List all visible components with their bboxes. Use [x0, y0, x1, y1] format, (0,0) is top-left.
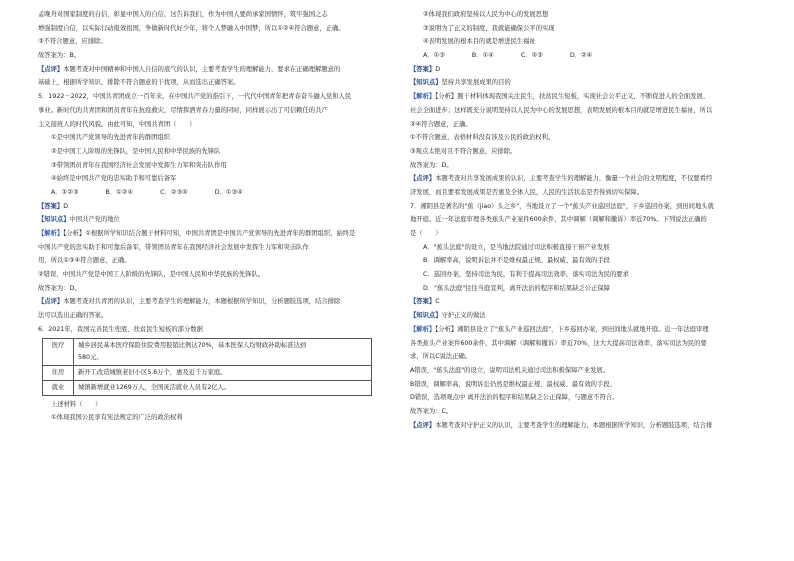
q5-option-2: ②是中国工人阶级的先锋队，是中国人民和中华民族的先锋队 [51, 147, 221, 155]
table-row [43, 380, 372, 395]
text-line: 故答案为：B。 [38, 52, 81, 60]
q5-option-3: ③带领团员青年在我国经济社会发展中发挥生力军和突击队作用 [51, 161, 227, 169]
text-line: ③不符合题意，应排除。 [38, 38, 107, 46]
choice-a: A．①②③ [51, 188, 79, 196]
analysis-line: 【解析】【分析】湘阴县设立了"蕉头产业巡回法庭"，下乡巡回办案，到田间地头就地开庭。近一年法庭审理 [410, 325, 709, 333]
text-line: D错误，选项观点中 离开法治的程序和结果缺乏公正保障，与题意不符合。 [410, 394, 619, 402]
text-line: 是（ ） [410, 230, 442, 237]
text-line: 法可以选出正确的答案。 [38, 312, 108, 320]
choice-a: A．①③ [423, 52, 445, 60]
analysis-line: 【解析】【分析】题干材料体现我国关注民生，扶贫民生短板，实现社会公平正义，不断促进人的全面发展、 [410, 93, 710, 101]
answer-value: C [435, 298, 440, 306]
text-line: ③观点太绝对且不符合题意，应排除。 [410, 147, 517, 155]
choice-c: C．②③④ [160, 188, 188, 196]
q5-option-4: ④始终是中国共产党的忠实助手和可靠后备军 [51, 175, 177, 183]
text-line: 故答案为：D。 [410, 161, 453, 169]
knowledge-tag: 【知识点】 [410, 79, 442, 87]
text-line: 主义接班人的时代风貌。由此可知，中国共青团（ ） [38, 120, 196, 128]
table-cell: 城镇新增就业1269万人，全国灵活就业人员有2亿人。 [74, 380, 372, 395]
q6-option-3: ③说明为了正义的制度，我就能确保公平的实现 [423, 24, 555, 32]
answer-line [410, 295, 766, 309]
choice-b: B．①②④ [105, 188, 134, 196]
q6-option-2: ②体现我们政府坚持以人民为中心的发展思想 [423, 11, 549, 18]
q5-option-1: ①是中国共产党领导的先进青年的群团组织 [51, 134, 170, 142]
knowledge-line: 【知识点】中国共产党的地位 [38, 216, 120, 224]
text-line: ②④符合题意，正确。 [410, 120, 472, 128]
text-line: 孟晚舟对国家制度的自信，彰显中国人的自信，这告诉我们，作为中国人要尚承家国情怀，筑牢强国之志 [38, 11, 328, 18]
table-row [43, 365, 372, 380]
table-cell: 城乡居民基本医疗保险住院费用报销比例达70%，基本医保人均财政补助标准达到 580元。 [74, 338, 372, 365]
q5-choices [38, 186, 386, 200]
q7-option-d: D．"蕉头法庭"往往当庭宣判，离开法治的程序和结果缺乏公正保障 [423, 284, 610, 292]
comment-tag: 【点评】 [38, 298, 64, 306]
question-6-stem: 6．2021年，我国完善民生兜底、扶贫民生短板的部分数据 [38, 325, 203, 333]
knowledge-line: 【知识点】守护正义的做法 [410, 312, 486, 320]
table-cell: 新开工改造城镇老旧小区5.6万个，惠及近千万家庭。 [74, 365, 372, 380]
q6-option-1: ①体现我国公民享有宪法规定的广泛的政治权利 [51, 414, 183, 422]
analysis-line: 【解析】【分析】①根据所学知识结合题干材料可知，中国共青团是中国共产党领导的先进青年的群团组织，始终是 [38, 230, 356, 237]
table-cell: 医疗 [43, 338, 74, 365]
table-row [43, 338, 372, 365]
knowledge-tag: 【知识点】 [410, 312, 442, 320]
answer-line [410, 63, 766, 77]
table-cell: 住房 [43, 365, 74, 380]
analysis-tag: 【解析】 [410, 93, 436, 101]
choice-d: D．①③④ [214, 188, 243, 196]
text-line: 中国共产党的忠实助手和可靠后备军，带领团员青年在我国经济社会发展中发挥生力军和突击队作 [38, 243, 309, 251]
text-line: 求，所以C说法正确。 [410, 353, 472, 361]
text-line: 事业。新时代的共青团和团员青年在抗疫救灾，尽情挥洒青春力量的同时，同样展示出了可信赖任的共产 [38, 106, 328, 114]
answer-line [38, 200, 386, 214]
comment-line: 【点评】本题考查对共青团的认识，主要考查学生的理解能力，本题根据所学知识，分析题肢选项，结合排除 [38, 298, 341, 306]
analysis-tag: 【解析】 [38, 230, 64, 237]
text-line: B错误，调解率高，说明诉讼仍然是维权最正规、最权威、最有效的手段。 [410, 380, 616, 388]
data-table [42, 338, 372, 396]
text-line: ①不符合题意，表格材料没有涉及公民的政治权利。 [410, 134, 555, 142]
q7-option-b: B．调解率高，说明诉讼并不是维权最正规、最权威、最有效的手段 [423, 257, 610, 265]
comment-line: 【点评】本题考查对中国精神和中国人自信的底气的认识，主要考查学生的理解能力，要求在正确理解题意的 [38, 65, 341, 73]
table-cell: 就业 [43, 380, 74, 395]
question-7-stem: 7．湘阴县是著名的"蕉（jiao）头之乡"，当地设立了一个"蕉头产业巡回法庭"，下乡巡回办案，到田间地头就 [410, 202, 714, 210]
knowledge-tag: 【知识点】 [38, 216, 70, 224]
comment-tag: 【点评】 [38, 65, 64, 73]
left-column [38, 8, 386, 425]
text-line: 社会全面进步；这样既充分说明坚持以人民为中心的发展思想，表明发展的根本目的就是增进民生福祉，所以 [410, 106, 713, 114]
comment-line: 【点评】本题考查对共享发展成果的认识，主要考查学生的理解能力，衡量一个社会的文明程度，不仅要看经 [410, 175, 713, 183]
text-line: 上述材料（ ） [51, 400, 102, 408]
text-line: 用，所以①③④符合题意，正确。 [38, 257, 131, 265]
text-line: A错误，"蕉头法庭"的设立，说明司法机关通过司法积极保障产业发展。 [410, 366, 610, 374]
text-line: 各类蕉头产业案件600余件，其中调解（调解和撤诉）率近70%，这大大提高司法效率，落实司法为民的要 [410, 339, 707, 347]
q6-option-4: ④表明发展的根本目的就是增进民生福祉 [423, 38, 536, 46]
answer-tag: 【答案】 [410, 298, 436, 306]
text-line: 增强制度自信，以实际行动报效祖国，争做新时代好少年，将个人梦融入中国梦，所以①②④符合题意，正确。 [38, 24, 345, 32]
right-column [410, 8, 766, 432]
answer-tag: 【答案】 [410, 65, 436, 73]
choice-d: D．②④ [569, 52, 593, 60]
answer-value: D [63, 202, 69, 210]
analysis-tag: 【解析】 [410, 325, 436, 333]
text-line: 故答案为：C。 [410, 407, 453, 415]
text-line: ②错误，中国共产党是中国工人阶级的先锋队，是中国人民和中华民族的先锋队。 [38, 271, 265, 279]
comment-line: 【点评】本题考查对守护正义的认识，主要考查学生的理解能力，本题根据所学知识，分析题肢选项，结合排 [410, 421, 713, 429]
text-line: 基础上，根据所学知识，排除不符合题意的干扰项，从而选出正确答案。 [38, 79, 240, 87]
choice-c: C．②③ [520, 52, 543, 60]
q7-option-a: A．"蕉头法庭"的设立，是当地法院通过司法积极直接干预产业发展 [423, 243, 610, 251]
text-line: 济发展，而且要看发展成果是否惠及全体人民，人民的生活状态是否得到切实保障。 [410, 188, 643, 196]
text-line: 故答案为：D。 [38, 284, 81, 292]
q7-option-c: C．巡回办案，坚持司法为民，有利于提高司法效率，落实司法为民的要求 [423, 271, 629, 279]
answer-value: D [435, 65, 441, 73]
comment-tag: 【点评】 [410, 175, 436, 183]
q6-choices [410, 49, 766, 63]
question-5-stem: 5．1922－2022，中国共青团成立一百年来，在中国共产党的指引下，一代代中国青年把青春奋斗融入党和人民 [38, 93, 352, 101]
answer-tag: 【答案】 [38, 202, 64, 210]
comment-tag: 【点评】 [410, 421, 436, 429]
choice-b: B．①④ [471, 52, 494, 60]
knowledge-line: 【知识点】坚持共享发展成果的目的 [410, 79, 511, 87]
text-line: 地开庭。近一年法庭审理各类蕉头产业案件600余件，其中调解（调解和撤诉）率近70%。下列说法正确的 [410, 216, 707, 224]
